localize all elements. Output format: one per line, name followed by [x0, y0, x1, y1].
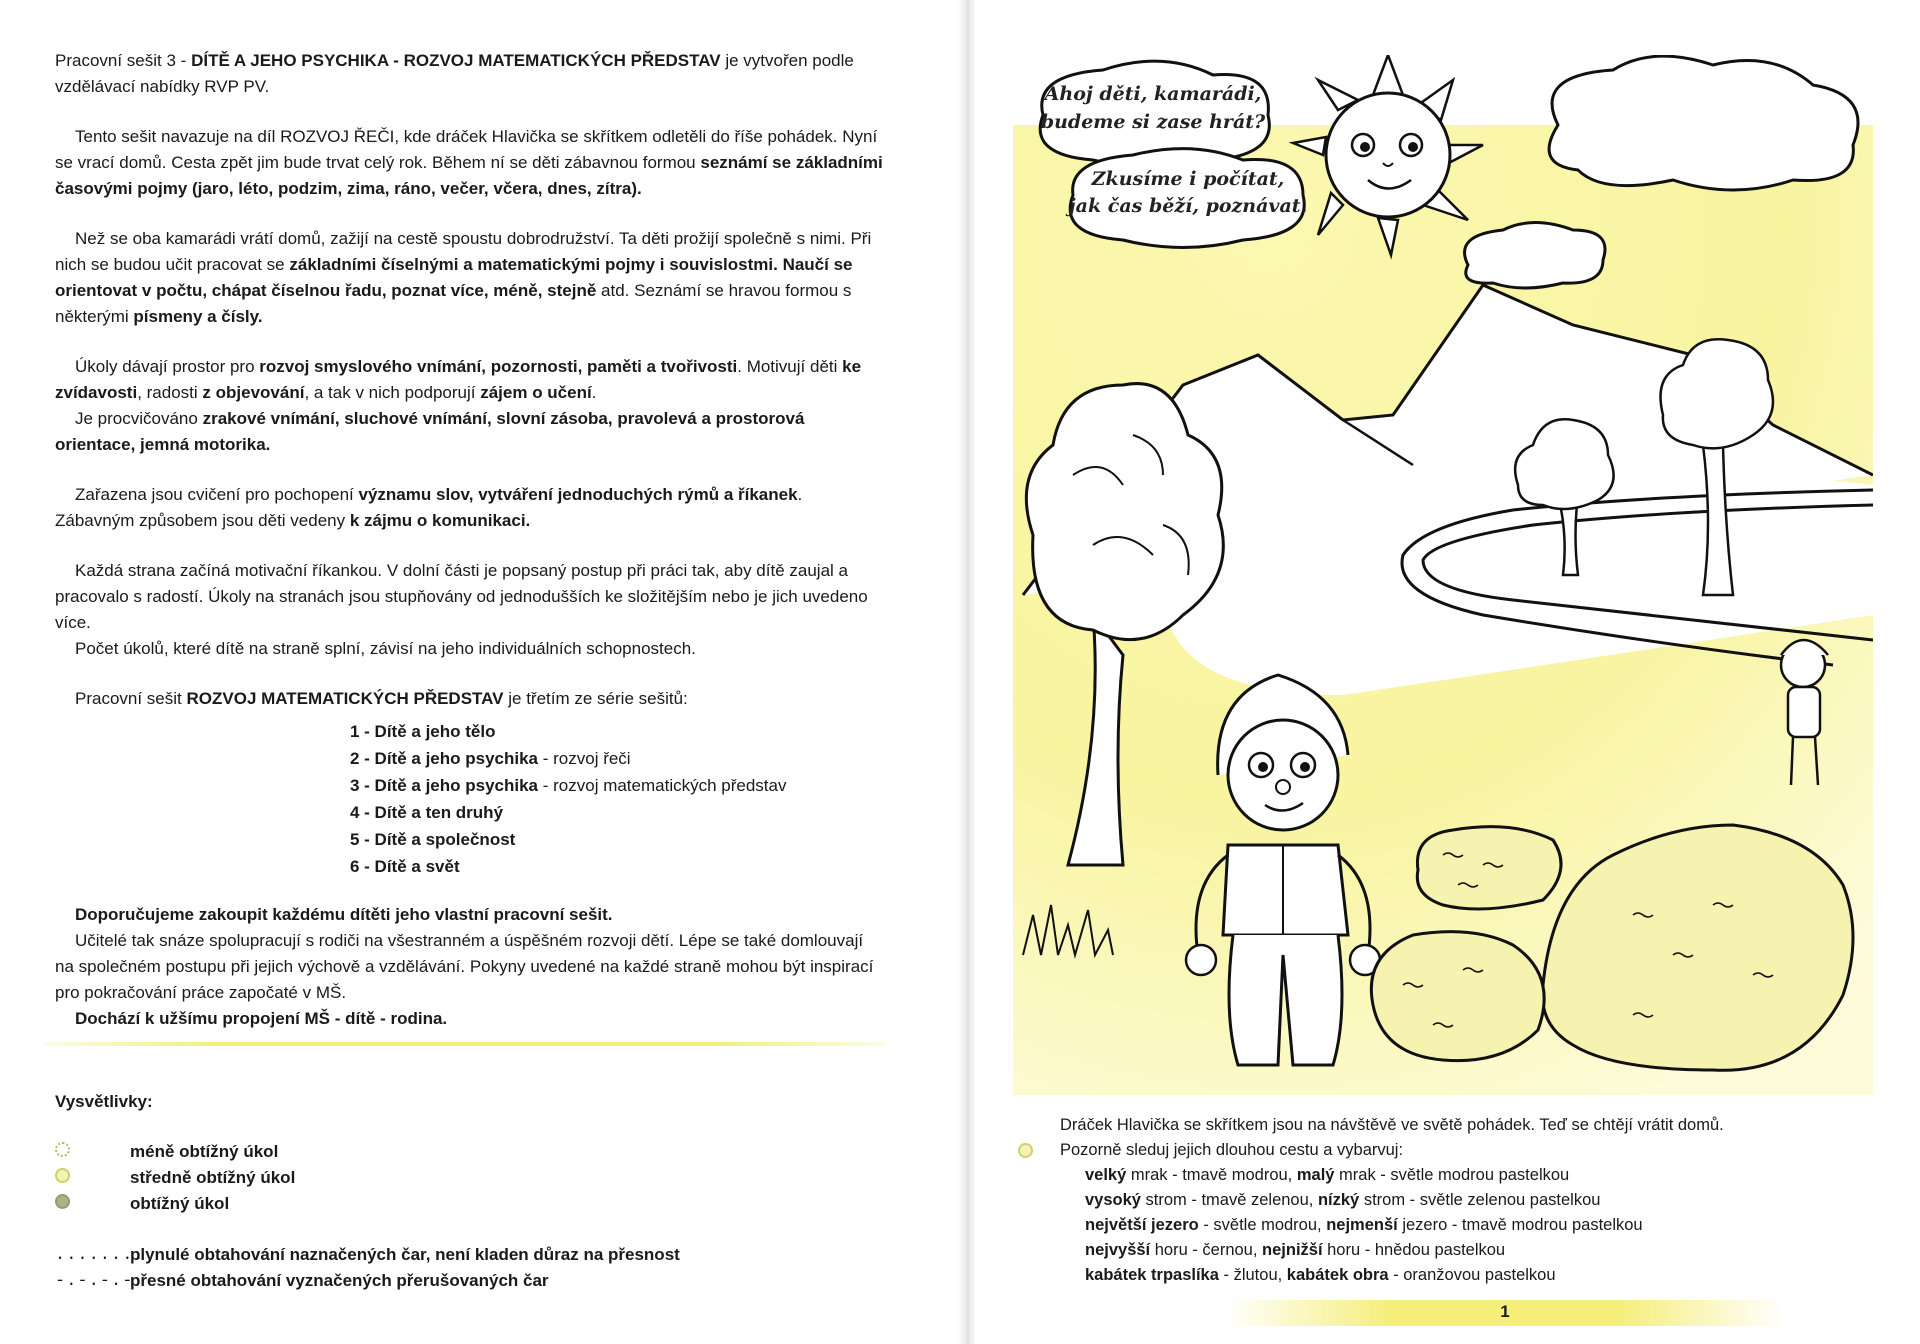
instruction-item: nejvyšší horu - černou, nejnižší horu - hnědou pastelkou [1085, 1241, 1506, 1259]
paragraph-6b: Počet úkolů, které dítě na straně splní, závisí na jeho individuálních schopnostech. [75, 639, 696, 658]
yellow-divider [45, 1042, 885, 1046]
legend-easy: méně obtížný úkol [55, 1142, 278, 1162]
paragraph-2: Tento sešit navazuje na díl ROZVOJ ŘEČI, kde dráček Hlavička se skřítkem odletěli do říše pohádek. Nyní se vrací domů. Cesta zpět jim bude trvat celý rok. Během ní se děti zábavnou formou seznámí se základními časovými pojmy (jaro, léto, podzim, zima, ráno, večer, včera, dnes, zítra). [55, 127, 883, 198]
page-number: 1 [1500, 1302, 1510, 1321]
recommendation-closing: Dochází k užšímu propojení MŠ - dítě - rodina. [75, 1009, 448, 1028]
small-lake [1417, 827, 1561, 909]
paragraph-7: Pracovní sešit ROZVOJ MATEMATICKÝCH PŘEDSTAV je třetím ze série sešitů: [75, 689, 688, 708]
medium-lake [1371, 932, 1544, 1061]
paragraph-4b: Je procvičováno zrakové vnímání, sluchové vnímání, slovní zásoba, pravolevá a prostorová orientace, jemná motorika. [55, 409, 805, 454]
legend-dashed: -.-.-.- přesné obtahování vyznačených přerušovaných čar [55, 1271, 549, 1291]
dashed-line-icon: -.-.-.- [55, 1271, 134, 1291]
dotted-line-icon: ........ [55, 1245, 145, 1265]
task-instructions [1060, 1113, 1880, 1288]
list-item: 2 - Dítě a jeho psychika - rozvoj řeči [350, 749, 631, 768]
list-item: 4 - Dítě a ten druhý [350, 803, 504, 822]
flower-outline-icon [55, 1142, 70, 1157]
big-cloud [1549, 56, 1858, 190]
list-item: 3 - Dítě a jeho psychika - rozvoj matematických představ [350, 776, 787, 795]
page-number-bar [1225, 1300, 1785, 1326]
paragraph-5: Zařazena jsou cvičení pro pochopení významu slov, vytváření jednoduchých rýmů a říkanek. Zábavným způsobem jsou děti vedeny k zájmu o komunikaci. [55, 485, 803, 530]
paragraph-1: Pracovní sešit 3 - DÍTĚ A JEHO PSYCHIKA - ROZVOJ MATEMATICKÝCH PŘEDSTAV je vytvořen podle vzdělávací nabídky RVP PV. [55, 51, 854, 96]
paragraph-3: Než se oba kamarádi vrátí domů, zažijí na cestě spoustu dobrodružství. Ta děti prožijí společně s nimi. Při nich se budou učit pracovat se základními číselnými a matematickými pojmy i souvislostmi. Naučí se orientovat v počtu, chápat číselnou řadu, poznat více, méně, stejně atd. Seznámí se hravou formou s některými písmeny a čísly. [55, 229, 872, 326]
bubble-1-line-1: Ahoj děti, kamarádi, [1044, 83, 1262, 105]
paragraph-4: Úkoly dávají prostor pro rozvoj smyslového vnímání, pozornosti, paměti a tvořivosti. Motivují děti ke zvídavosti, radosti z objevování, a tak v nich podporují zájem o učení. [55, 357, 862, 402]
instruction-task: Pozorně sleduj jejich dlouhou cestu a vybarvuj: [1060, 1138, 1880, 1163]
bubble-1-line-2: budeme si zase hrát? [1040, 111, 1266, 133]
instruction-item: vysoký strom - tmavě zelenou, nízký strom - světle zelenou pastelkou [1085, 1191, 1601, 1209]
instruction-item: největší jezero - světle modrou, nejmenší jezero - tmavě modrou pastelkou [1085, 1216, 1643, 1234]
instruction-item: kabátek trpaslíka - žlutou, kabátek obra - oranžovou pastelkou [1085, 1266, 1556, 1284]
recommendation-heading: Doporučujeme zakoupit každému dítěti jeho vlastní pracovní sešit. [75, 905, 613, 924]
list-item: 5 - Dítě a společnost [350, 830, 516, 849]
flower-yellow-icon [1018, 1143, 1033, 1158]
list-item: 1 - Dítě a jeho tělo [350, 722, 496, 741]
series-list [350, 718, 885, 880]
bubble-2-line-1: Zkusíme i počítat, [1091, 168, 1285, 190]
legend-title: Vysvětlivky: [55, 1092, 153, 1111]
legend-hard: obtížný úkol [55, 1194, 229, 1214]
instruction-item: velký mrak - tmavě modrou, malý mrak - světle modrou pastelkou [1085, 1166, 1570, 1184]
paragraph-6: Každá strana začíná motivační říkankou. V dolní části je popsaný postup při práci tak, aby dítě zaujal a pracovalo s radostí. Úkoly na stranách jsou stupňovány od jednodušších ke složitějším nebo je jich uvedeno více. [55, 561, 868, 632]
right-page [975, 0, 1920, 1344]
instruction-intro: Dráček Hlavička se skřítkem jsou na návštěvě ve světě pohádek. Teď se chtějí vrátit domů. [1060, 1116, 1724, 1134]
coloring-illustration [1013, 55, 1873, 1095]
small-cloud [1465, 223, 1605, 289]
legend-medium: středně obtížný úkol [55, 1168, 295, 1188]
flower-yellow-icon [55, 1168, 70, 1183]
legend-dotted: ........ plynulé obtahování naznačených čar, není kladen důraz na přesnost [55, 1245, 680, 1265]
list-item: 6 - Dítě a svět [350, 857, 460, 876]
recommendation-text: Učitelé tak snáze spolupracují s rodiči na všestranném a úspěšném rozvoji dětí. Lépe se také domlouvají na společném postupu při jejich výchově a vzdělávání. Pokyny uvedené na každé straně mohou být inspirací pro pokračování práce započaté v MŠ. [55, 931, 874, 1002]
bubble-2-line-2: jak čas běží, poznávat. [1068, 195, 1308, 217]
flower-filled-icon [55, 1194, 70, 1209]
intro-text [55, 48, 885, 1032]
